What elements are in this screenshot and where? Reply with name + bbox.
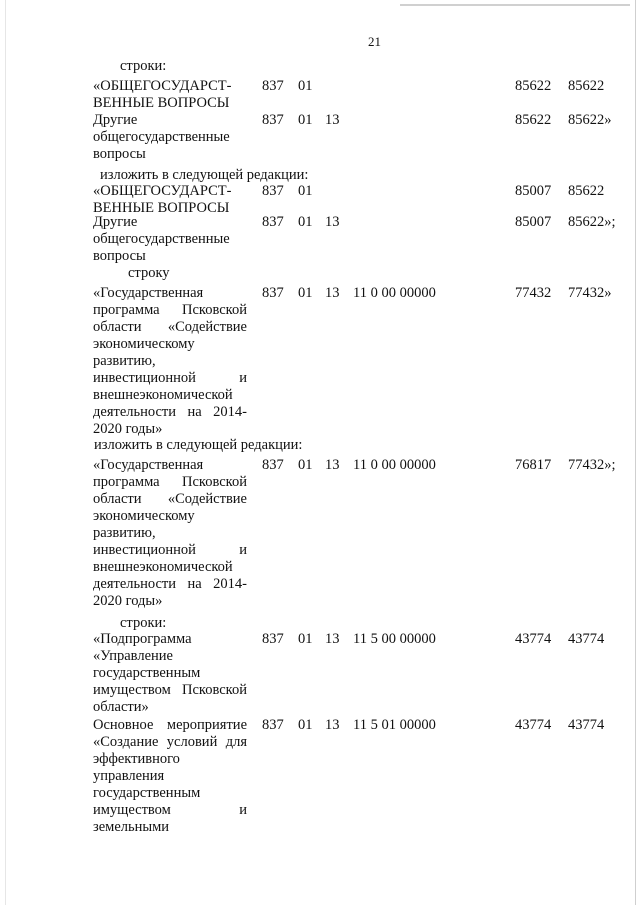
- cell-gr: 837: [262, 457, 284, 473]
- cell-v1: 43774: [515, 631, 552, 647]
- row-name-line: области «Содействие: [93, 491, 247, 507]
- row-name-line: Основное мероприятие: [93, 717, 247, 733]
- cell-pr: 13: [325, 214, 340, 230]
- cell-rz: 01: [298, 112, 313, 128]
- cell-csr: 11 5 01 00000: [353, 717, 436, 733]
- block-intro: строку: [128, 265, 170, 281]
- cell-gr: 837: [262, 112, 284, 128]
- row-name-line: общегосударственные: [93, 129, 230, 145]
- cell-v2: 85622: [568, 183, 605, 199]
- row-name-line: ВЕННЫЕ ВОПРОСЫ: [93, 200, 230, 216]
- row-name: [93, 78, 247, 112]
- cell-v1: 85007: [515, 183, 552, 199]
- row-name-line: развитию,: [93, 525, 156, 541]
- cell-pr: 13: [325, 717, 340, 733]
- block-intro: изложить в следующей редакции:: [94, 437, 303, 453]
- block-intro: строки:: [120, 58, 167, 74]
- row-name-line: «Создание условий для: [93, 734, 247, 750]
- cell-pr: 13: [325, 457, 340, 473]
- block-intro: строки:: [120, 615, 167, 631]
- cell-rz: 01: [298, 631, 313, 647]
- cell-pr: 13: [325, 285, 340, 301]
- row-name-line: инвестиционной и: [93, 370, 247, 386]
- row-name: [93, 285, 247, 438]
- row-name-line: Другие: [93, 112, 138, 128]
- cell-v2: 85622»;: [568, 214, 616, 230]
- row-name-line: области»: [93, 699, 149, 715]
- row-name-line: вопросы: [93, 248, 146, 264]
- row-name-line: внешнеэкономической: [93, 387, 233, 403]
- row-name-line: развитию,: [93, 353, 156, 369]
- row-name: [93, 457, 247, 610]
- cell-v1: 85007: [515, 214, 552, 230]
- cell-v2: 85622: [568, 78, 605, 94]
- row-name-line: имуществом Псковской: [93, 682, 247, 698]
- row-name-line: «Управление: [93, 648, 173, 664]
- cell-v1: 76817: [515, 457, 552, 473]
- row-name-line: экономическому: [93, 336, 195, 352]
- row-name-line: ВЕННЫЕ ВОПРОСЫ: [93, 95, 230, 111]
- cell-v1: 43774: [515, 717, 552, 733]
- row-name: [93, 717, 247, 836]
- row-name-line: общегосударственные: [93, 231, 230, 247]
- cell-gr: 837: [262, 717, 284, 733]
- row-name-line: Другие: [93, 214, 138, 230]
- row-name-line: области «Содействие: [93, 319, 247, 335]
- row-name-line: вопросы: [93, 146, 146, 162]
- cell-v1: 85622: [515, 112, 552, 128]
- cell-rz: 01: [298, 717, 313, 733]
- row-name-line: 2020 годы»: [93, 421, 163, 437]
- scan-edge-left: [5, 0, 6, 905]
- row-name-line: экономическому: [93, 508, 195, 524]
- cell-v1: 77432: [515, 285, 552, 301]
- cell-v2: 77432»;: [568, 457, 616, 473]
- row-name-line: «ОБЩЕГОСУДАРСТ-: [93, 183, 232, 199]
- cell-rz: 01: [298, 183, 313, 199]
- row-name-line: программа Псковской: [93, 474, 247, 490]
- row-name-line: «Государственная: [93, 457, 204, 473]
- row-name-line: инвестиционной и: [93, 542, 247, 558]
- cell-v2: 43774: [568, 717, 605, 733]
- cell-rz: 01: [298, 285, 313, 301]
- block-intro: изложить в следующей редакции:: [100, 167, 309, 183]
- cell-v2: 77432»: [568, 285, 612, 301]
- page-number: 21: [368, 34, 381, 49]
- row-name-line: внешнеэкономической: [93, 559, 233, 575]
- cell-rz: 01: [298, 78, 313, 94]
- cell-csr: 11 0 00 00000: [353, 457, 436, 473]
- row-name-line: деятельности на 2014-: [93, 576, 247, 592]
- row-name-line: государственным: [93, 785, 201, 801]
- row-name-line: 2020 годы»: [93, 593, 163, 609]
- row-name-line: деятельности на 2014-: [93, 404, 247, 420]
- row-name-line: имуществом и: [93, 802, 247, 818]
- cell-gr: 837: [262, 631, 284, 647]
- cell-csr: 11 0 00 00000: [353, 285, 436, 301]
- cell-rz: 01: [298, 214, 313, 230]
- row-name: [93, 631, 247, 716]
- cell-v1: 85622: [515, 78, 552, 94]
- row-name-line: «Государственная: [93, 285, 204, 301]
- cell-gr: 837: [262, 214, 284, 230]
- row-name: [93, 112, 247, 163]
- cell-gr: 837: [262, 285, 284, 301]
- row-name: [93, 214, 247, 265]
- row-name-line: «Подпрограмма: [93, 631, 192, 647]
- cell-csr: 11 5 00 00000: [353, 631, 436, 647]
- scan-top-mark: [400, 4, 630, 6]
- cell-pr: 13: [325, 631, 340, 647]
- cell-v2: 85622»: [568, 112, 612, 128]
- row-name-line: государственным: [93, 665, 201, 681]
- cell-v2: 43774: [568, 631, 605, 647]
- row-name-line: эффективного: [93, 751, 180, 767]
- row-name-line: «ОБЩЕГОСУДАРСТ-: [93, 78, 232, 94]
- cell-gr: 837: [262, 78, 284, 94]
- row-name: [93, 183, 247, 217]
- row-name-line: земельными: [93, 819, 170, 835]
- row-name-line: управления: [93, 768, 165, 784]
- scan-edge-right: [635, 0, 636, 905]
- cell-gr: 837: [262, 183, 284, 199]
- cell-pr: 13: [325, 112, 340, 128]
- row-name-line: программа Псковской: [93, 302, 247, 318]
- cell-rz: 01: [298, 457, 313, 473]
